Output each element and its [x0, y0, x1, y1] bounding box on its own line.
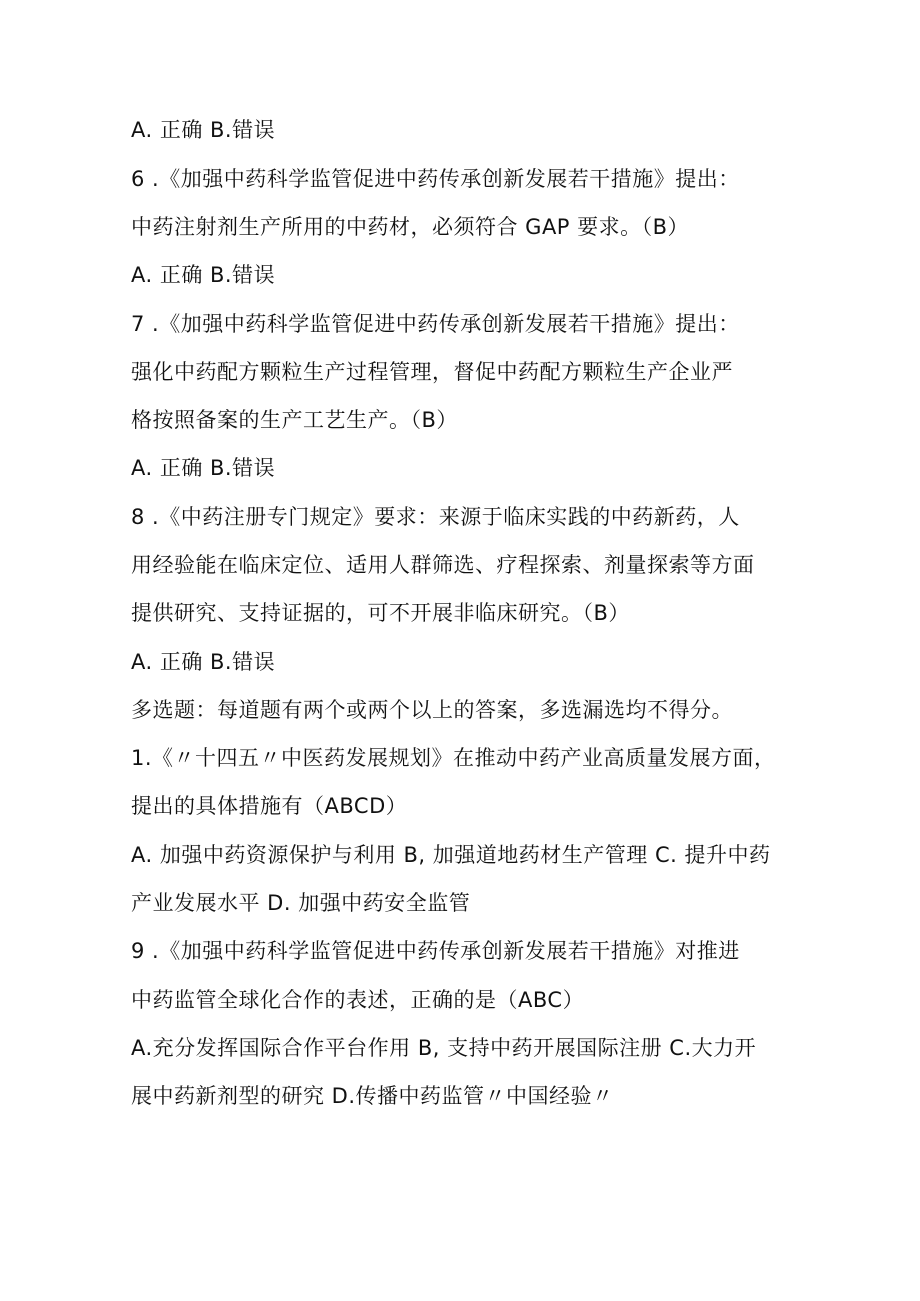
question-9-options-line-2: 展中药新剂型的研究 D.传播中药监管〃中国经验〃 — [131, 1084, 614, 1108]
question-9-line-2: 中药监管全球化合作的表述，正确的是（ABC） — [131, 988, 585, 1012]
question-7-line-1: 7 .《加强中药科学监管促进中药传承创新发展若干措施》提出： — [131, 312, 740, 336]
multi-question-1-options-line-2: 产业发展水平 D. 加强中药安全监管 — [131, 891, 471, 915]
question-8-line-2: 用经验能在临床定位、适用人群筛选、疗程探索、剂量探索等方面 — [131, 553, 755, 577]
question-8-line-3: 提供研究、支持证据的，可不开展非临床研究。（B） — [131, 601, 630, 625]
multi-question-1-options-line-1: A. 加强中药资源保护与利用 B, 加强道地药材生产管理 C. 提升中药 — [131, 843, 771, 867]
answer-options-q5: A. 正确 B.错误 — [131, 118, 276, 142]
question-7-line-3: 格按照备案的生产工艺生产。（B） — [131, 408, 458, 432]
answer-options-q8: A. 正确 B.错误 — [131, 650, 276, 674]
question-9-options-line-1: A.充分发挥国际合作平台作用 B, 支持中药开展国际注册 C.大力开 — [131, 1036, 757, 1060]
multi-question-1-line-2: 提出的具体措施有（ABCD） — [131, 794, 408, 818]
multi-choice-section-heading: 多选题：每道题有两个或两个以上的答案，多选漏选均不得分。 — [131, 698, 733, 722]
question-9-line-1: 9 .《加强中药科学监管促进中药传承创新发展若干措施》对推进 — [131, 939, 740, 963]
question-8-line-1: 8 .《中药注册专门规定》要求：来源于临床实践的中药新药，人 — [131, 505, 740, 529]
multi-question-1-line-1: 1.《〃十四五〃中医药发展规划》在推动中药产业高质量发展方面， — [131, 746, 776, 770]
answer-options-q6: A. 正确 B.错误 — [131, 263, 276, 287]
question-6-line-1: 6 .《加强中药科学监管促进中药传承创新发展若干措施》提出： — [131, 167, 740, 191]
question-6-line-2: 中药注射剂生产所用的中药材，必须符合 GAP 要求。（B） — [131, 215, 690, 239]
question-7-line-2: 强化中药配方颗粒生产过程管理，督促中药配方颗粒生产企业严 — [131, 360, 733, 384]
answer-options-q7: A. 正确 B.错误 — [131, 456, 276, 480]
